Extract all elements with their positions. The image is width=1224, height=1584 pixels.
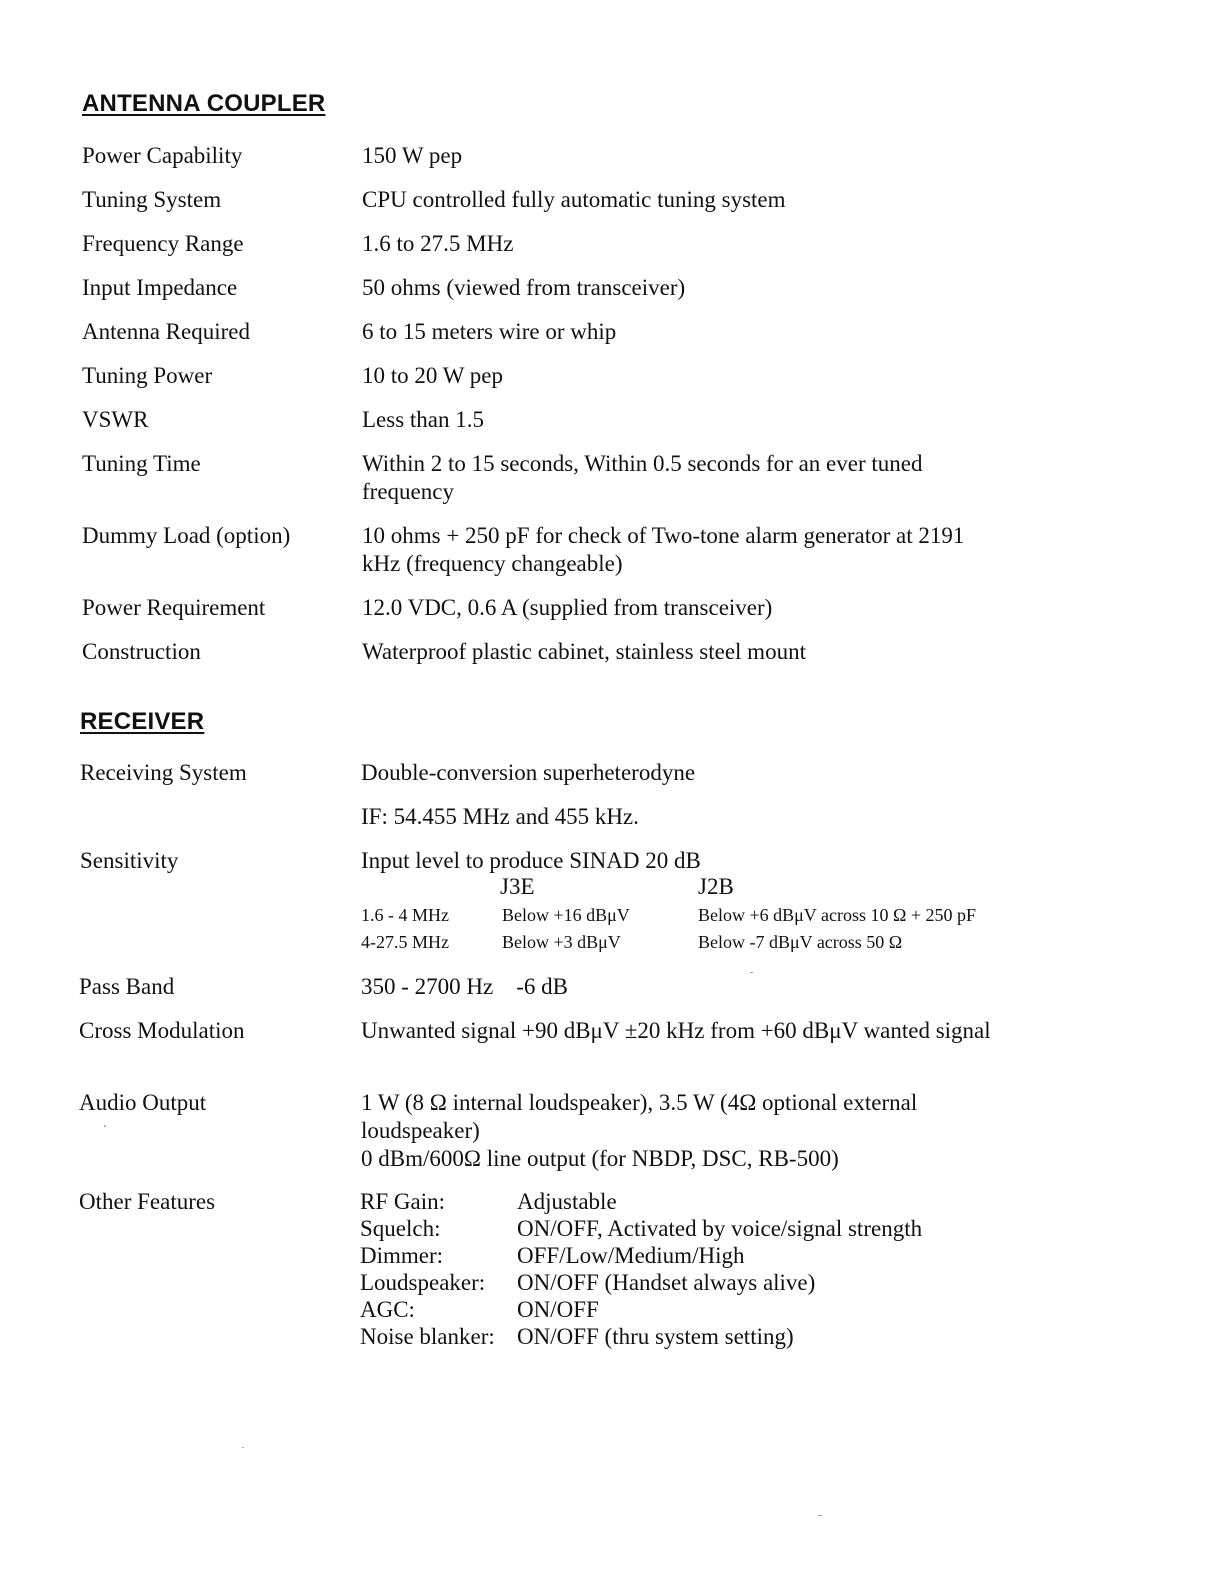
feature-key: AGC:	[360, 1297, 415, 1322]
spec-label: Construction	[82, 639, 201, 664]
col-header-j3e: J3E	[500, 874, 535, 899]
feature-value: ON/OFF (thru system setting)	[517, 1324, 794, 1349]
spec-value: Double-conversion superheterodyne	[361, 760, 696, 785]
spec-value: Within 2 to 15 seconds, Within 0.5 seconds for an ever tuned frequency	[362, 451, 923, 504]
spec-label: Input Impedance	[82, 275, 238, 300]
feature-value: Adjustable	[517, 1189, 617, 1214]
spec-label: Cross Modulation	[79, 1018, 245, 1043]
feature-value: ON/OFF, Activated by voice/signal strength	[517, 1216, 923, 1241]
j2b-cell: Below -7 dBμV across 50 Ω	[698, 932, 903, 952]
spec-value: 10 ohms + 250 pF for check of Two-tone alarm generator at 2191 kHz (frequency changeable)	[362, 523, 965, 576]
spec-value: 1.6 to 27.5 MHz	[362, 231, 514, 256]
j3e-cell: Below +16 dBμV	[502, 905, 630, 925]
spec-label: VSWR	[82, 407, 149, 432]
spec-value-group	[361, 1089, 981, 1173]
spec-value: 10 to 20 W pep	[362, 363, 503, 388]
scan-speck	[242, 1447, 244, 1448]
spec-label: Tuning Power	[82, 363, 213, 388]
spec-value: 50 ohms (viewed from transceiver)	[362, 275, 686, 300]
feature-key: Squelch:	[360, 1216, 441, 1241]
col-header-j2b: J2B	[698, 874, 734, 899]
spec-label: Dummy Load (option)	[82, 523, 291, 548]
band-cell: 1.6 - 4 MHz	[361, 905, 449, 925]
spec-value: 12.0 VDC, 0.6 A (supplied from transceiver)	[362, 595, 773, 620]
spec-label: Frequency Range	[82, 231, 244, 256]
if-value: IF: 54.455 MHz and 455 kHz.	[361, 804, 639, 829]
spec-value: CPU controlled fully automatic tuning system	[362, 187, 786, 212]
spec-label: Tuning System	[82, 187, 222, 212]
feature-value: OFF/Low/Medium/High	[517, 1243, 745, 1268]
sensitivity-intro: Input level to produce SINAD 20 dB	[361, 848, 701, 873]
feature-key: RF Gain:	[360, 1189, 445, 1214]
spec-label: Sensitivity	[80, 848, 179, 873]
scan-speck	[818, 1515, 822, 1516]
spec-label: Tuning Time	[82, 451, 201, 476]
spec-value: 350 - 2700 Hz -6 dB	[361, 974, 568, 999]
spec-label: Pass Band	[79, 974, 175, 999]
feature-key: Loudspeaker:	[360, 1270, 486, 1295]
feature-value: ON/OFF	[517, 1297, 599, 1322]
spec-value: 150 W pep	[362, 143, 463, 168]
audio-output-line-1: 1 W (8 Ω internal loudspeaker), 3.5 W (4Ω optional external loudspeaker)	[361, 1090, 918, 1143]
scan-speck	[750, 972, 753, 973]
feature-value: ON/OFF (Handset always alive)	[517, 1270, 816, 1295]
spec-label: Audio Output	[79, 1090, 207, 1115]
spec-value: Unwanted signal +90 dBμV ±20 kHz from +60 dBμV wanted signal	[361, 1018, 991, 1043]
spec-label: Antenna Required	[82, 319, 250, 344]
band-cell: 4-27.5 MHz	[361, 932, 449, 952]
spec-value: Waterproof plastic cabinet, stainless steel mount	[362, 639, 806, 664]
scan-speck	[104, 1125, 106, 1127]
feature-key: Noise blanker:	[360, 1324, 495, 1349]
spec-value: Less than 1.5	[362, 407, 485, 432]
receiver-heading: RECEIVER	[80, 708, 205, 735]
spec-label: Other Features	[79, 1189, 216, 1214]
spec-label: Power Requirement	[82, 595, 266, 620]
spec-value: 6 to 15 meters wire or whip	[362, 319, 617, 344]
spec-label: Receiving System	[80, 760, 247, 785]
feature-key: Dimmer:	[360, 1243, 444, 1268]
spec-label: Power Capability	[82, 143, 243, 168]
antenna-coupler-heading: ANTENNA COUPLER	[82, 90, 326, 117]
j3e-cell: Below +3 dBμV	[502, 932, 621, 952]
j2b-cell: Below +6 dBμV across 10 Ω + 250 pF	[698, 905, 976, 925]
audio-output-line-2: 0 dBm/600Ω line output (for NBDP, DSC, RB-500)	[361, 1146, 839, 1171]
